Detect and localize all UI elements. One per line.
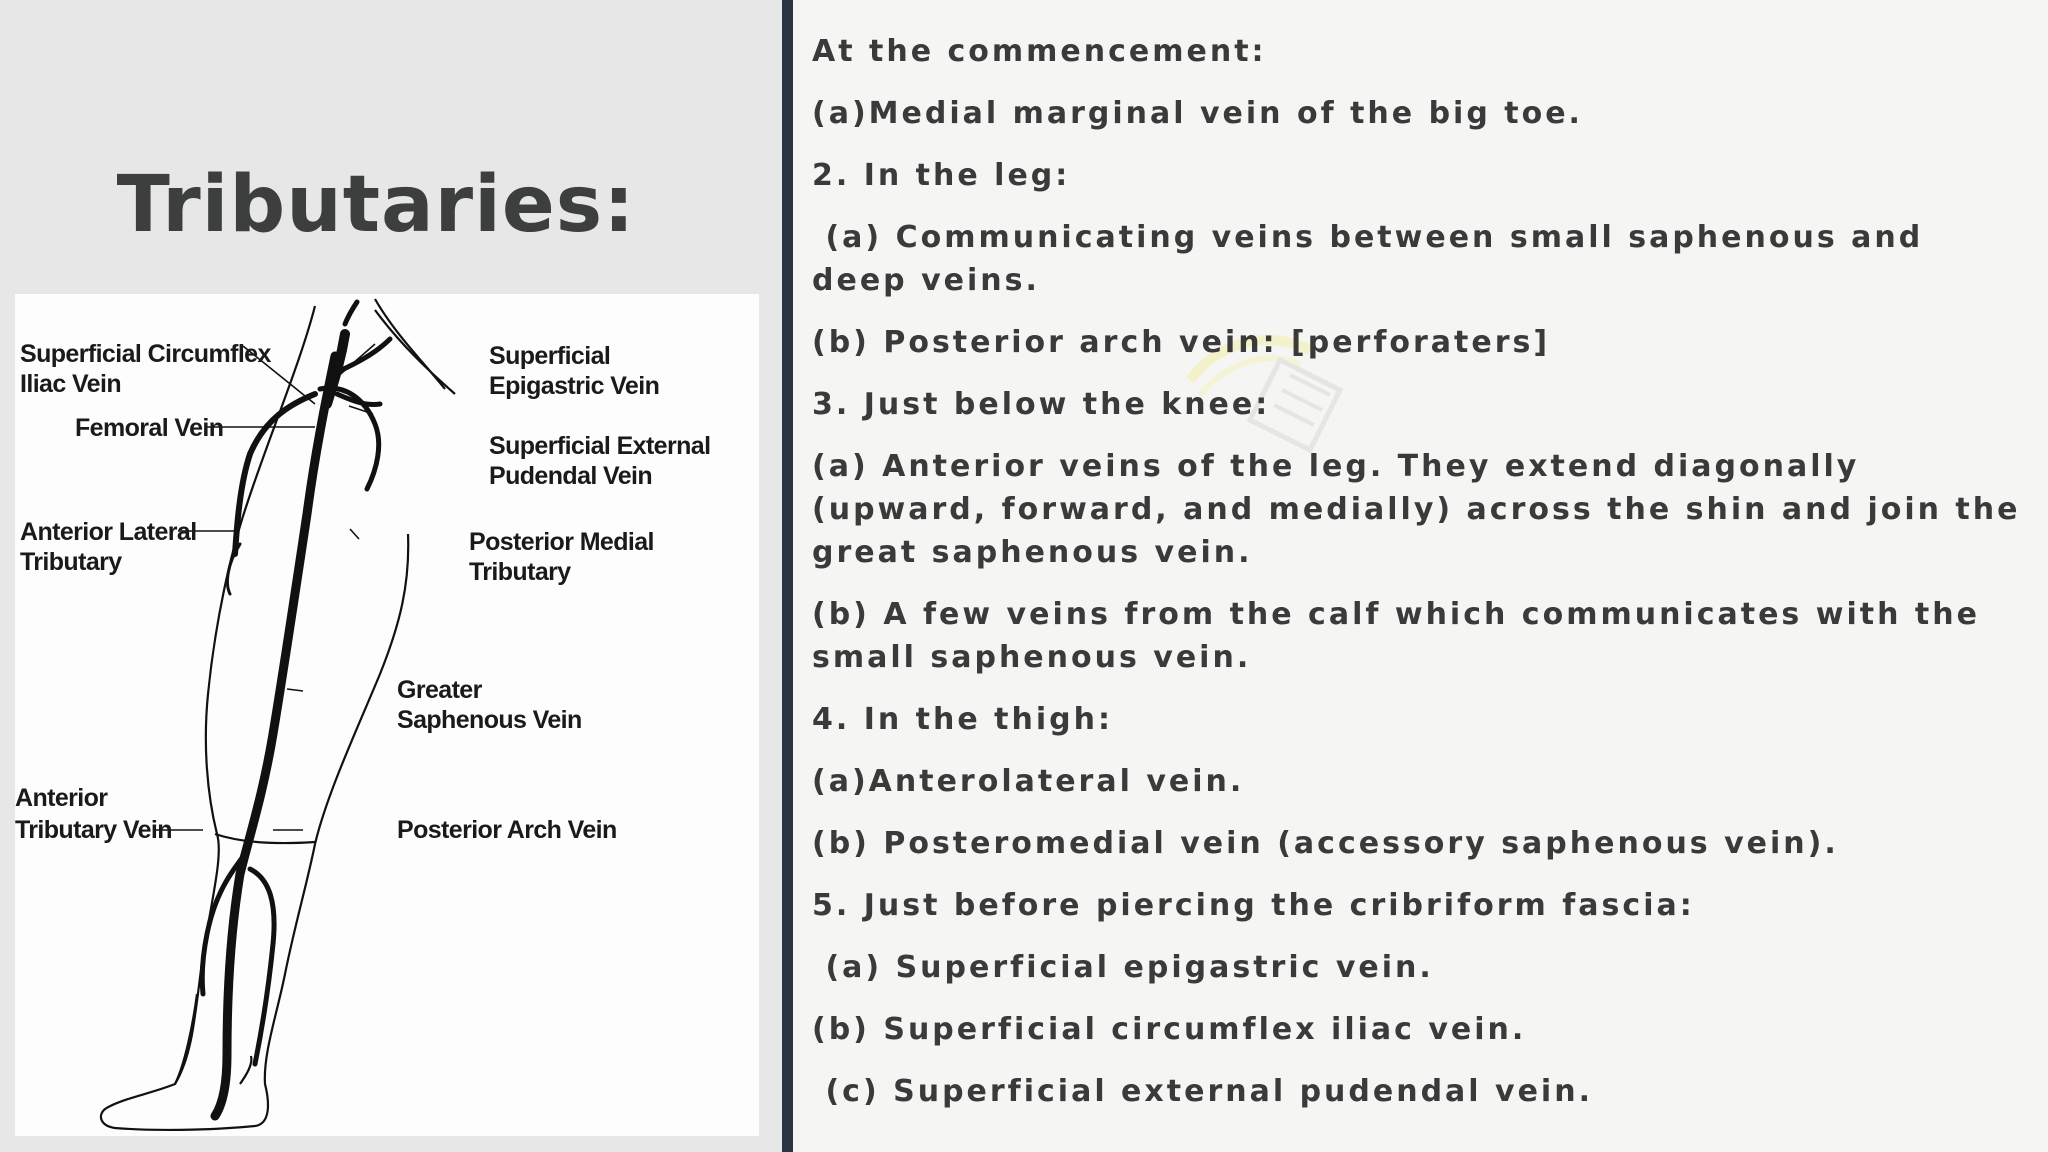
label-superficial-circumflex-2: Iliac Vein bbox=[20, 370, 122, 398]
list-item: (a) Anterior veins of the leg. They extend diagonally (upward, forward, and medially) across the shin and join the great saphenous vein. bbox=[812, 449, 2034, 570]
list-item: (a)Medial marginal vein of the big toe. bbox=[812, 96, 1583, 131]
left-panel bbox=[0, 0, 782, 1152]
leg-vein-diagram bbox=[15, 294, 759, 1136]
list-item: 2. In the leg: bbox=[812, 158, 1071, 193]
list-item: At the commencement: bbox=[812, 34, 1267, 69]
label-superficial-external-pudendal-1: Superficial External bbox=[489, 432, 711, 460]
list-item: (a) Communicating veins between small saphenous and deep veins. bbox=[812, 220, 1937, 298]
list-item: (b) Posterior arch vein: [perforaters] bbox=[812, 325, 1551, 360]
list-item: (a) Superficial epigastric vein. bbox=[812, 950, 1434, 985]
label-anterior-lateral-1: Anterior Lateral bbox=[20, 518, 197, 546]
label-anterior-tributary-2: Tributary Vein bbox=[15, 816, 172, 844]
slide-title: Tributaries: bbox=[116, 160, 636, 250]
label-posterior-medial-1: Posterior Medial bbox=[469, 528, 654, 556]
label-greater-saphenous-2: Saphenous Vein bbox=[397, 706, 582, 734]
tributaries-list bbox=[812, 30, 2032, 1132]
list-item: (c) Superficial external pudendal vein. bbox=[812, 1074, 1593, 1109]
list-item: (b) Posteromedial vein (accessory saphenous vein). bbox=[812, 826, 1839, 861]
diagram-labels bbox=[15, 340, 710, 844]
label-greater-saphenous-1: Greater bbox=[397, 676, 482, 704]
list-item: 4. In the thigh: bbox=[812, 702, 1113, 737]
leg-vein-illustration bbox=[15, 294, 759, 1136]
list-item: (b) Superficial circumflex iliac vein. bbox=[812, 1012, 1527, 1047]
label-superficial-epigastric-1: Superficial bbox=[489, 342, 611, 370]
label-superficial-epigastric-2: Epigastric Vein bbox=[489, 372, 660, 400]
label-posterior-medial-2: Tributary bbox=[469, 558, 571, 586]
list-item: (b) A few veins from the calf which communicates with the small saphenous vein. bbox=[812, 597, 1994, 675]
vein-network bbox=[202, 302, 390, 1116]
label-posterior-arch-vein: Posterior Arch Vein bbox=[397, 816, 617, 844]
list-item: 5. Just before piercing the cribriform fascia: bbox=[812, 888, 1695, 923]
label-superficial-external-pudendal-2: Pudendal Vein bbox=[489, 462, 653, 490]
label-femoral-vein: Femoral Vein bbox=[75, 414, 224, 442]
label-anterior-tributary-1: Anterior bbox=[15, 784, 108, 812]
label-anterior-lateral-2: Tributary bbox=[20, 548, 122, 576]
list-item: (a)Anterolateral vein. bbox=[812, 764, 1245, 799]
panel-divider bbox=[782, 0, 793, 1152]
list-item: 3. Just below the knee: bbox=[812, 387, 1271, 422]
label-superficial-circumflex-1: Superficial Circumflex bbox=[20, 340, 271, 368]
